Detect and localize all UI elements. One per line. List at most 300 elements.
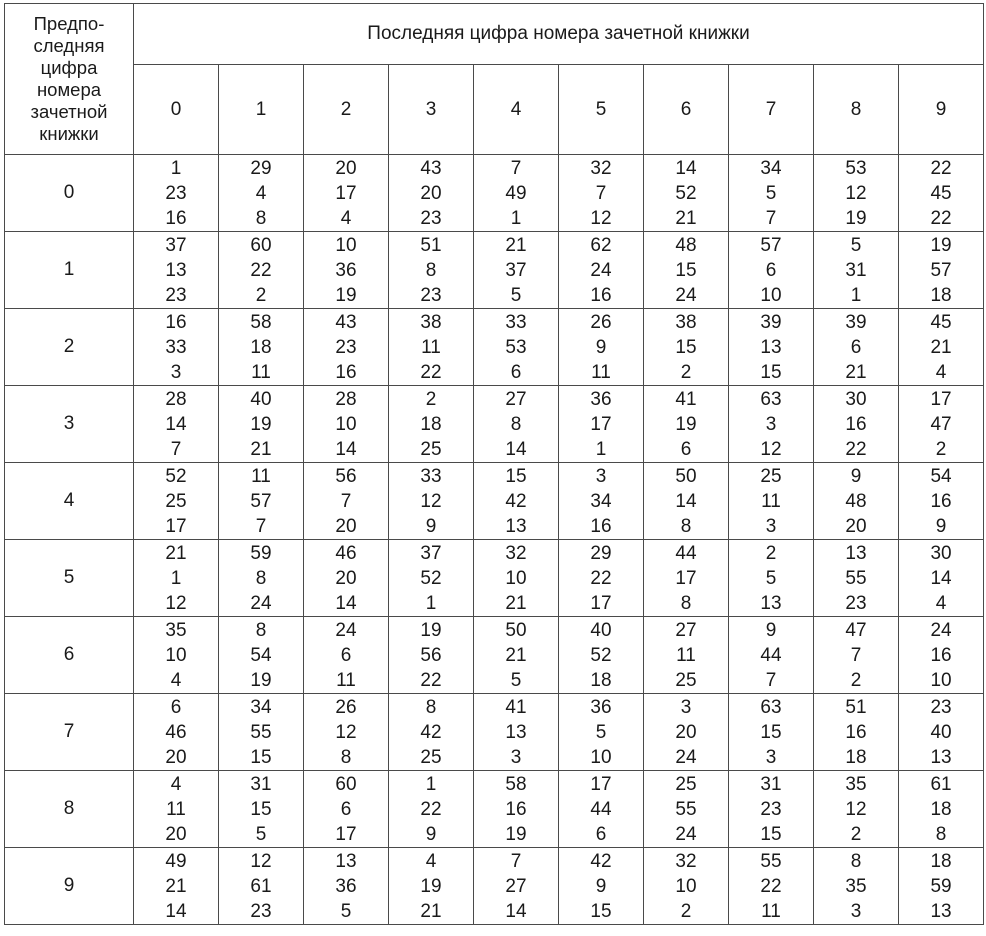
task-number: 15 [590, 900, 612, 922]
task-number: 24 [675, 746, 697, 768]
task-numbers-cell [729, 232, 814, 309]
task-number: 11 [591, 361, 611, 383]
task-number: 8 [680, 515, 692, 537]
task-numbers-cell [304, 463, 389, 540]
penultimate-digit-label: 8 [5, 771, 134, 848]
task-number: 13 [505, 515, 527, 537]
task-number: 5 [510, 284, 522, 306]
task-number: 11 [166, 798, 186, 820]
task-number: 4 [170, 773, 182, 795]
last-digit-header: 7 [729, 65, 814, 155]
task-number: 13 [165, 259, 187, 281]
task-number: 28 [335, 388, 357, 410]
task-number: 3 [765, 413, 777, 435]
task-number: 2 [850, 669, 862, 691]
task-number: 13 [335, 850, 357, 872]
task-number: 4 [170, 669, 182, 691]
task-numbers-cell [899, 540, 984, 617]
task-number: 57 [250, 490, 272, 512]
corner-line: следняя [33, 35, 105, 56]
task-number: 21 [505, 592, 527, 614]
task-numbers-cell [814, 232, 899, 309]
task-number: 16 [930, 490, 952, 512]
corner-line: книжки [39, 123, 99, 144]
task-number: 10 [335, 413, 357, 435]
task-numbers-cell [814, 617, 899, 694]
task-numbers-cell [474, 848, 559, 925]
task-number: 20 [335, 157, 357, 179]
table-row [5, 155, 984, 232]
task-numbers-cell [134, 463, 219, 540]
task-number: 5 [850, 234, 862, 256]
task-numbers-cell [644, 232, 729, 309]
task-number: 10 [675, 875, 697, 897]
task-number: 51 [845, 696, 867, 718]
task-numbers-cell [219, 232, 304, 309]
task-number: 24 [930, 619, 952, 641]
task-numbers-cell [729, 463, 814, 540]
task-numbers-cell [304, 540, 389, 617]
task-numbers-cell [814, 309, 899, 386]
task-numbers-cell [219, 309, 304, 386]
task-numbers-cell [559, 848, 644, 925]
task-number: 7 [765, 669, 777, 691]
task-number: 1 [170, 567, 182, 589]
task-number: 10 [930, 669, 952, 691]
task-number: 53 [845, 157, 867, 179]
task-number: 36 [590, 388, 612, 410]
penultimate-digit-label: 6 [5, 617, 134, 694]
task-numbers-cell [134, 309, 219, 386]
task-number: 11 [336, 669, 356, 691]
task-number: 40 [250, 388, 272, 410]
task-number: 30 [845, 388, 867, 410]
task-number: 37 [420, 542, 442, 564]
task-numbers-cell [814, 848, 899, 925]
task-number: 33 [505, 311, 527, 333]
task-number: 9 [425, 515, 437, 537]
task-number: 5 [765, 182, 777, 204]
last-digit-header: 0 [134, 65, 219, 155]
task-number: 54 [250, 644, 272, 666]
task-numbers-cell [729, 617, 814, 694]
task-numbers-cell [814, 694, 899, 771]
task-number: 20 [165, 823, 187, 845]
task-numbers-cell [304, 155, 389, 232]
task-numbers-cell [559, 232, 644, 309]
task-number: 36 [335, 259, 357, 281]
task-numbers-cell [474, 540, 559, 617]
task-number: 11 [761, 490, 781, 512]
task-number: 34 [760, 157, 782, 179]
task-number: 25 [760, 465, 782, 487]
task-number: 53 [505, 336, 527, 358]
task-number: 7 [510, 157, 522, 179]
task-number: 17 [675, 567, 697, 589]
task-number: 9 [935, 515, 947, 537]
task-number: 25 [420, 746, 442, 768]
task-number: 23 [760, 798, 782, 820]
task-number: 18 [930, 284, 952, 306]
task-number: 60 [250, 234, 272, 256]
task-number: 23 [845, 592, 867, 614]
task-numbers-cell [559, 386, 644, 463]
task-number: 9 [850, 465, 862, 487]
task-numbers-cell [389, 540, 474, 617]
task-numbers-cell [304, 771, 389, 848]
task-numbers-cell [474, 771, 559, 848]
table-row [5, 309, 984, 386]
task-number: 54 [930, 465, 952, 487]
task-numbers-cell [644, 617, 729, 694]
task-number: 11 [251, 361, 271, 383]
task-number: 52 [675, 182, 697, 204]
table-row [5, 694, 984, 771]
task-numbers-cell [474, 694, 559, 771]
task-number: 19 [335, 284, 357, 306]
task-number: 14 [675, 490, 697, 512]
task-number: 47 [930, 413, 952, 435]
task-number: 2 [255, 284, 267, 306]
task-number: 39 [760, 311, 782, 333]
task-number: 52 [165, 465, 187, 487]
task-number: 50 [505, 619, 527, 641]
task-number: 31 [845, 259, 867, 281]
task-number: 10 [165, 644, 187, 666]
task-numbers-cell [304, 386, 389, 463]
task-number: 3 [765, 515, 777, 537]
task-number: 59 [250, 542, 272, 564]
task-numbers-cell [899, 848, 984, 925]
task-number: 19 [250, 413, 272, 435]
task-number: 24 [335, 619, 357, 641]
task-number: 23 [335, 336, 357, 358]
task-number: 31 [250, 773, 272, 795]
task-number: 15 [675, 259, 697, 281]
task-number: 15 [250, 746, 272, 768]
task-number: 8 [510, 413, 522, 435]
task-numbers-cell [304, 694, 389, 771]
task-number: 28 [165, 388, 187, 410]
task-number: 2 [425, 388, 437, 410]
task-number: 11 [676, 644, 696, 666]
task-number: 24 [250, 592, 272, 614]
task-number: 14 [335, 438, 357, 460]
task-number: 12 [845, 182, 867, 204]
task-number: 55 [845, 567, 867, 589]
task-number: 13 [930, 746, 952, 768]
task-numbers-cell [644, 386, 729, 463]
task-numbers-cell [134, 386, 219, 463]
table-row [5, 386, 984, 463]
task-number: 23 [165, 182, 187, 204]
task-numbers-cell [729, 771, 814, 848]
task-number: 13 [845, 542, 867, 564]
task-numbers-cell [219, 463, 304, 540]
penultimate-digit-header [5, 4, 134, 155]
penultimate-digit-label: 1 [5, 232, 134, 309]
task-number: 21 [165, 875, 187, 897]
task-number: 26 [590, 311, 612, 333]
task-numbers-cell [899, 232, 984, 309]
task-number: 21 [505, 644, 527, 666]
penultimate-digit-label: 4 [5, 463, 134, 540]
task-number: 2 [765, 542, 777, 564]
corner-line: цифра [40, 57, 98, 78]
task-number: 23 [930, 696, 952, 718]
task-number: 34 [250, 696, 272, 718]
task-numbers-cell [219, 771, 304, 848]
task-number: 50 [675, 465, 697, 487]
task-number: 14 [165, 900, 187, 922]
task-numbers-cell [304, 309, 389, 386]
task-number: 6 [765, 259, 777, 281]
task-number: 29 [250, 157, 272, 179]
task-numbers-cell [134, 617, 219, 694]
task-number: 24 [675, 284, 697, 306]
task-number: 6 [595, 823, 607, 845]
task-number: 21 [250, 438, 272, 460]
task-number: 42 [590, 850, 612, 872]
task-numbers-cell [559, 463, 644, 540]
task-number: 8 [255, 207, 267, 229]
task-number: 26 [335, 696, 357, 718]
task-number: 21 [505, 234, 527, 256]
task-numbers-cell [219, 155, 304, 232]
task-number: 19 [250, 669, 272, 691]
task-number: 56 [420, 644, 442, 666]
task-numbers-cell [474, 155, 559, 232]
task-number: 6 [340, 798, 352, 820]
task-number: 10 [760, 284, 782, 306]
task-numbers-cell [134, 232, 219, 309]
task-number: 1 [595, 438, 607, 460]
task-number: 16 [590, 284, 612, 306]
task-numbers-cell [899, 617, 984, 694]
task-number: 3 [595, 465, 607, 487]
task-numbers-cell [814, 463, 899, 540]
task-number: 2 [850, 823, 862, 845]
task-number: 6 [850, 336, 862, 358]
task-number: 5 [595, 721, 607, 743]
task-number: 22 [845, 438, 867, 460]
task-numbers-cell [474, 617, 559, 694]
task-number: 2 [935, 438, 947, 460]
task-number: 8 [680, 592, 692, 614]
task-numbers-cell [644, 848, 729, 925]
task-number: 19 [420, 619, 442, 641]
task-number: 19 [675, 413, 697, 435]
task-numbers-cell [559, 617, 644, 694]
task-number: 20 [675, 721, 697, 743]
task-number: 7 [765, 207, 777, 229]
task-number: 59 [930, 875, 952, 897]
task-numbers-cell [814, 540, 899, 617]
task-number: 63 [760, 388, 782, 410]
task-number: 48 [675, 234, 697, 256]
task-number: 16 [930, 644, 952, 666]
task-number: 46 [335, 542, 357, 564]
task-number: 5 [510, 669, 522, 691]
task-number: 19 [420, 875, 442, 897]
task-number: 22 [420, 798, 442, 820]
task-number: 49 [505, 182, 527, 204]
task-number: 16 [165, 311, 187, 333]
task-numbers-cell [559, 540, 644, 617]
task-numbers-cell [899, 771, 984, 848]
task-number: 18 [590, 669, 612, 691]
task-number: 3 [765, 746, 777, 768]
task-number: 22 [930, 207, 952, 229]
task-number: 3 [170, 361, 182, 383]
last-digit-title: Последняя цифра номера зачетной книжки [134, 4, 984, 65]
task-number: 3 [680, 696, 692, 718]
task-number: 9 [765, 619, 777, 641]
table-row [5, 540, 984, 617]
task-numbers-cell [899, 155, 984, 232]
task-numbers-cell [219, 540, 304, 617]
task-number: 12 [590, 207, 612, 229]
task-number: 49 [165, 850, 187, 872]
task-number: 38 [675, 311, 697, 333]
last-digit-header: 9 [899, 65, 984, 155]
task-number: 18 [845, 746, 867, 768]
task-number: 33 [165, 336, 187, 358]
task-numbers-cell [304, 232, 389, 309]
task-number: 9 [425, 823, 437, 845]
task-number: 56 [335, 465, 357, 487]
task-number: 14 [675, 157, 697, 179]
task-numbers-cell [814, 771, 899, 848]
task-numbers-cell [219, 848, 304, 925]
task-numbers-cell [389, 848, 474, 925]
task-number: 39 [845, 311, 867, 333]
task-number: 15 [760, 823, 782, 845]
task-numbers-cell [134, 155, 219, 232]
task-number: 17 [930, 388, 952, 410]
task-number: 11 [761, 900, 781, 922]
task-number: 14 [930, 567, 952, 589]
task-number: 22 [250, 259, 272, 281]
task-number: 61 [250, 875, 272, 897]
task-number: 27 [505, 875, 527, 897]
task-numbers-cell [814, 155, 899, 232]
table-row [5, 617, 984, 694]
task-number: 6 [170, 696, 182, 718]
task-number: 31 [760, 773, 782, 795]
task-number: 36 [590, 696, 612, 718]
task-number: 7 [595, 182, 607, 204]
task-numbers-cell [134, 771, 219, 848]
task-numbers-cell [474, 386, 559, 463]
task-number: 15 [760, 721, 782, 743]
table-row [5, 771, 984, 848]
task-number: 19 [505, 823, 527, 845]
task-number: 9 [595, 336, 607, 358]
task-number: 4 [425, 850, 437, 872]
task-numbers-cell [729, 540, 814, 617]
task-numbers-cell [389, 309, 474, 386]
task-number: 7 [170, 438, 182, 460]
task-number: 63 [760, 696, 782, 718]
task-number: 24 [590, 259, 612, 281]
task-number: 7 [850, 644, 862, 666]
task-number: 10 [505, 567, 527, 589]
task-numbers-cell [389, 617, 474, 694]
task-number: 25 [675, 669, 697, 691]
task-number: 14 [505, 900, 527, 922]
task-number: 23 [420, 207, 442, 229]
task-number: 55 [250, 721, 272, 743]
task-numbers-cell [644, 771, 729, 848]
task-number: 7 [340, 490, 352, 512]
task-number: 17 [590, 592, 612, 614]
task-numbers-cell [899, 463, 984, 540]
task-number: 8 [850, 850, 862, 872]
task-number: 41 [505, 696, 527, 718]
task-number: 19 [845, 207, 867, 229]
task-number: 16 [845, 413, 867, 435]
task-number: 20 [335, 567, 357, 589]
task-numbers-cell [729, 848, 814, 925]
task-number: 14 [165, 413, 187, 435]
task-numbers-cell [559, 309, 644, 386]
task-number: 23 [165, 284, 187, 306]
task-number: 13 [760, 336, 782, 358]
task-number: 16 [505, 798, 527, 820]
task-number: 25 [675, 773, 697, 795]
task-number: 44 [760, 644, 782, 666]
task-number: 52 [420, 567, 442, 589]
table-body [5, 155, 984, 925]
task-number: 11 [251, 465, 271, 487]
task-number: 12 [335, 721, 357, 743]
penultimate-digit-label: 2 [5, 309, 134, 386]
task-number: 8 [425, 696, 437, 718]
task-number: 20 [165, 746, 187, 768]
task-numbers-cell [899, 694, 984, 771]
task-numbers-cell [134, 694, 219, 771]
task-number: 35 [845, 773, 867, 795]
task-numbers-cell [389, 463, 474, 540]
task-number: 52 [590, 644, 612, 666]
task-number: 8 [255, 567, 267, 589]
task-numbers-cell [304, 848, 389, 925]
task-number: 55 [760, 850, 782, 872]
task-number: 8 [425, 259, 437, 281]
task-number: 8 [255, 619, 267, 641]
task-number: 37 [165, 234, 187, 256]
task-number: 32 [675, 850, 697, 872]
task-numbers-cell [389, 771, 474, 848]
task-numbers-cell [134, 540, 219, 617]
task-numbers-cell [814, 386, 899, 463]
task-number: 22 [760, 875, 782, 897]
task-number: 60 [335, 773, 357, 795]
task-numbers-cell [389, 155, 474, 232]
task-number: 40 [930, 721, 952, 743]
task-number: 16 [590, 515, 612, 537]
task-number: 18 [930, 798, 952, 820]
task-number: 2 [680, 900, 692, 922]
task-number: 15 [675, 336, 697, 358]
task-number: 24 [675, 823, 697, 845]
task-number: 21 [930, 336, 952, 358]
task-numbers-cell [219, 694, 304, 771]
task-number: 23 [250, 900, 272, 922]
corner-line: номера [36, 79, 102, 100]
task-numbers-cell [729, 694, 814, 771]
